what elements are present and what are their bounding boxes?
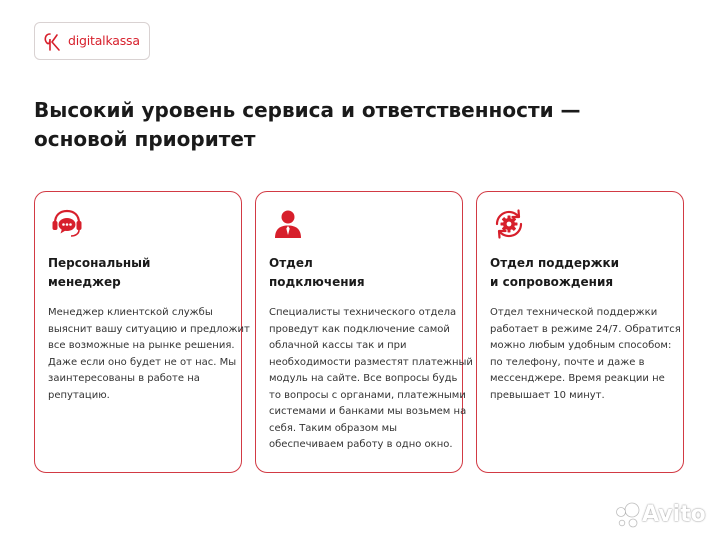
person-icon <box>270 206 306 242</box>
service-card-connection <box>255 191 473 473</box>
card-text-line: обеспечиваем работу в одно окно. <box>269 439 453 450</box>
service-card-support <box>476 191 684 473</box>
card-text-line: все возможные на рынке решения. <box>48 340 235 351</box>
card-text-line: по телефону, почте и даже в <box>490 356 645 368</box>
card-text-line: репутацию. <box>48 389 110 401</box>
card-title-line: и сопровождения <box>490 275 614 289</box>
avito-watermark-text: Avito <box>642 502 706 527</box>
card-title-line: Персональный <box>48 256 151 270</box>
card-text-line: облачной кассы так и при <box>269 340 407 351</box>
card-text-line: системами и банками мы возьмем на <box>269 406 467 417</box>
card-text-line: превышает 10 минут. <box>490 389 605 401</box>
card-text-line: необходимости разместят платежный <box>269 356 473 368</box>
card-text-line: работает в режиме 24/7. Обратится <box>490 323 681 335</box>
card-description <box>490 305 682 404</box>
card-description <box>48 305 250 404</box>
card-title-line: подключения <box>269 275 365 289</box>
card-description <box>269 305 473 454</box>
avito-watermark <box>612 496 714 534</box>
card-title-line: Отдел поддержки <box>490 256 620 270</box>
brand-logo[interactable] <box>34 22 150 60</box>
card-title-line: Отдел <box>269 256 313 270</box>
page-title <box>34 96 694 154</box>
card-text-line: Отдел технической поддержки <box>490 307 658 318</box>
card-title <box>48 254 238 292</box>
service-card-personal-manager <box>34 191 250 473</box>
card-text-line: Специалисты технического отдела <box>269 307 457 318</box>
card-title <box>269 254 459 292</box>
page-title-line-1: Высокий уровень сервиса и ответственности — <box>34 98 581 122</box>
page-title-line-2: основой приоритет <box>34 127 256 151</box>
dk-logo-icon <box>42 31 64 53</box>
card-text-line: заинтересованы в работе на <box>48 373 200 384</box>
card-text-line: выяснит вашу ситуацию и предложит <box>48 323 250 335</box>
card-text-line: мессенджере. Время реакции не <box>490 373 665 384</box>
card-text-line: себя. Таким образом мы <box>269 422 398 434</box>
avito-dots-icon <box>612 501 642 531</box>
card-text-line: то вопросы с органами, платежными <box>269 389 466 401</box>
card-text-line: Менеджер клиентской службы <box>48 307 213 318</box>
gear-sync-icon <box>491 206 527 242</box>
card-text-line: можно любым удобным способом: <box>490 340 672 351</box>
brand-name: digitalkassa <box>68 33 140 48</box>
card-text-line: Даже если оно будет не от нас. Мы <box>48 356 237 368</box>
card-text-line: проведут как подключение самой <box>269 323 450 335</box>
chat-support-icon <box>49 206 85 242</box>
card-title-line: менеджер <box>48 275 121 289</box>
card-title <box>490 254 680 292</box>
card-text-line: модуль на сайте. Все вопросы будь <box>269 373 458 384</box>
